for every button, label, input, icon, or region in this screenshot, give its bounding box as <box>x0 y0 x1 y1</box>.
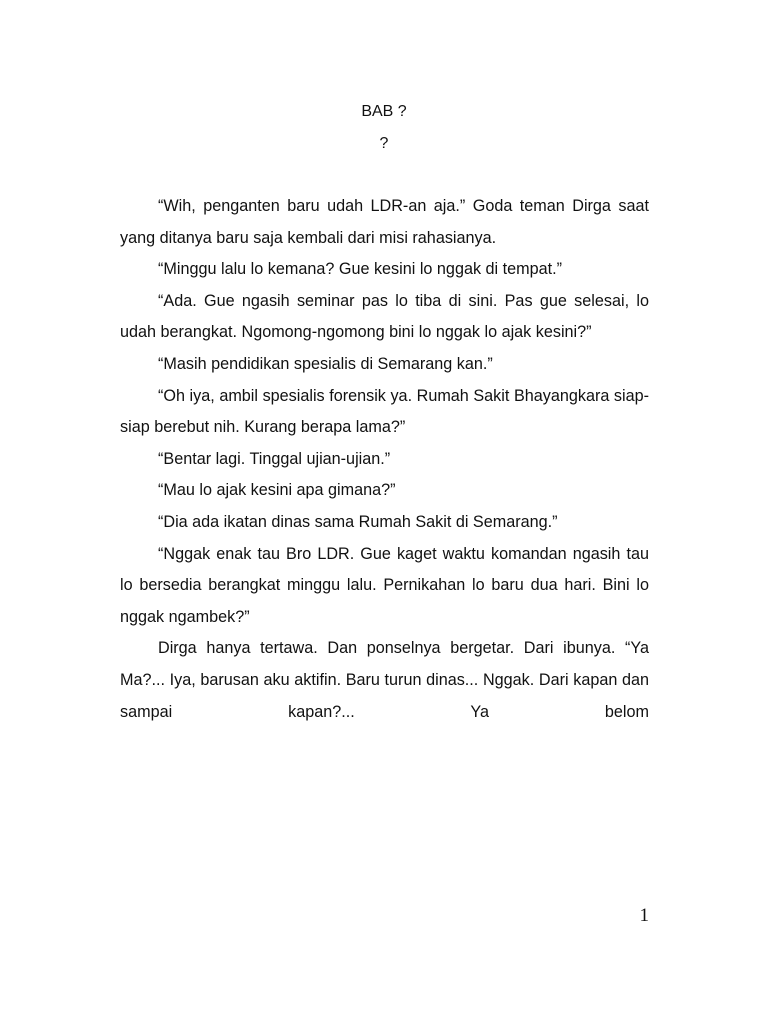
paragraph: “Ada. Gue ngasih seminar pas lo tiba di sini. Pas gue selesai, lo udah berangkat. Ngomong-ngomong bini lo nggak lo ajak kesini?” <box>120 291 649 342</box>
paragraph: “Nggak enak tau Bro LDR. Gue kaget waktu komandan ngasih tau lo bersedia berangkat minggu lalu. Pernikahan lo baru dua hari. Bini lo nggak ngambek?” <box>120 544 649 626</box>
paragraph: “Bentar lagi. Tinggal ujian-ujian.” <box>158 449 391 468</box>
paragraph: “Dia ada ikatan dinas sama Rumah Sakit di Semarang.” <box>158 512 558 531</box>
chapter-subtitle: ? <box>379 135 389 152</box>
paragraph: “Wih, penganten baru udah LDR-an aja.” Goda teman Dirga saat yang ditanya baru saja kembali dari misi rahasianya. <box>120 197 649 247</box>
paragraph: “Mau lo ajak kesini apa gimana?” <box>158 481 396 500</box>
body-text <box>120 191 649 728</box>
paragraph: “Minggu lalu lo kemana? Gue kesini lo nggak di tempat.” <box>158 260 563 279</box>
paragraph: “Oh iya, ambil spesialis forensik ya. Rumah Sakit Bhayangkara siap-siap berebut nih. Kurang berapa lama?” <box>120 386 649 437</box>
paragraph: “Masih pendidikan spesialis di Semarang kan.” <box>158 354 493 373</box>
chapter-title: BAB ? <box>361 103 407 120</box>
paragraph: Dirga hanya tertawa. Dan ponselnya bergetar. Dari ibunya. “Ya Ma?... Iya, barusan aku aktifin. Baru turun dinas... Nggak. Dari kapan dan sampai kapan?... Ya belom <box>120 639 649 721</box>
page-number: 1 <box>639 905 649 926</box>
